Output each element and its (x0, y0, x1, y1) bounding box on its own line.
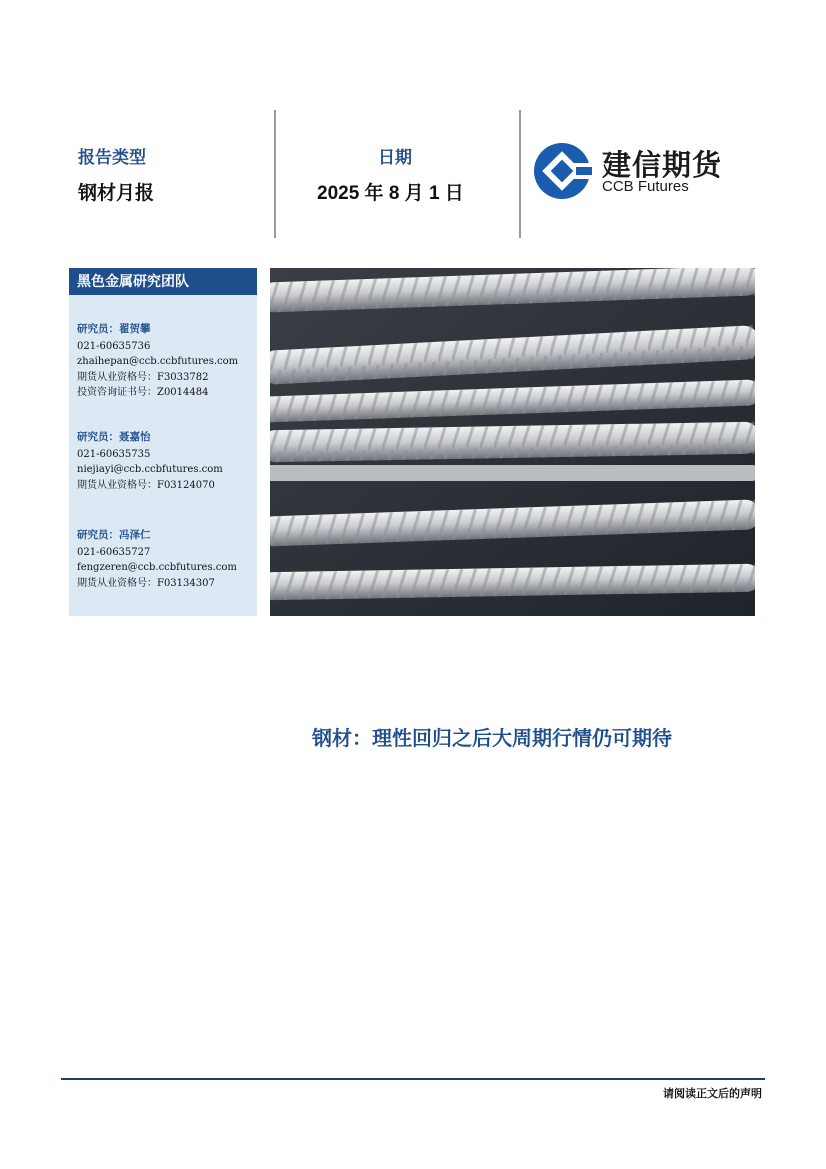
report-type-value: 钢材月报 (78, 183, 155, 204)
member-phone: 021-60635727 (77, 546, 151, 558)
team-title: 黑色金属研究团队 (69, 268, 257, 295)
date-label: 日期 (378, 148, 412, 167)
footer-divider (61, 1078, 765, 1080)
member-license: 期货从业资格号：F03134307 (77, 577, 215, 589)
member-email[interactable]: zhaihepan@ccb.ccbfutures.com (77, 356, 239, 367)
member-card (77, 528, 237, 591)
member-phone: 021-60635736 (77, 340, 151, 352)
footer-disclaimer: 请阅读正文后的声明 (663, 1087, 762, 1100)
member-license: 期货从业资格号：F03124070 (77, 479, 215, 491)
member-phone: 021-60635735 (77, 448, 151, 460)
report-title: 钢材：理性回归之后大周期行情仍可期待 (312, 728, 672, 750)
report-type-label: 报告类型 (78, 148, 146, 167)
header-divider-2 (519, 110, 521, 238)
member-license: 投资咨询证书号：Z0014484 (77, 387, 209, 398)
member-license: 期货从业资格号：F3033782 (77, 371, 209, 383)
member-role: 研究员：冯泽仁 (77, 529, 151, 541)
logo-name-en: CCB Futures (602, 178, 689, 195)
ccb-logo-icon (532, 141, 592, 201)
logo-name-cn: 建信期货 (602, 150, 723, 182)
date-value: 2025 年 8 月 1 日 (317, 183, 464, 204)
team-panel (69, 268, 257, 616)
rebar-photo (270, 268, 755, 616)
member-role: 研究员：翟贺攀 (77, 323, 151, 335)
member-email[interactable]: fengzeren@ccb.ccbfutures.com (77, 562, 237, 573)
header-divider-1 (274, 110, 276, 238)
member-card (77, 322, 238, 401)
member-card (77, 430, 223, 493)
member-email[interactable]: niejiayi@ccb.ccbfutures.com (77, 464, 223, 475)
member-role: 研究员：聂嘉怡 (77, 431, 151, 443)
